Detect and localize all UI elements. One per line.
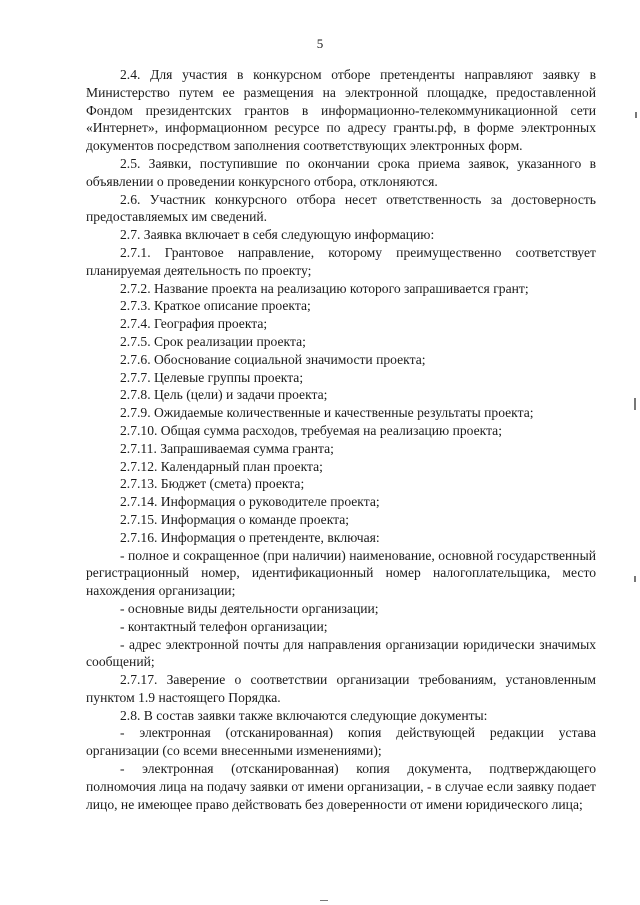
list-item: 2.7.4. География проекта; — [120, 316, 268, 332]
scan-mark — [320, 900, 328, 901]
document-body — [86, 66, 596, 813]
bullet-item: - адрес электронной почты для направления организации юридически значимых сообщений; — [86, 636, 596, 670]
list-item: 2.7.10. Общая сумма расходов, требуемая на реализацию проекта; — [120, 422, 502, 438]
list-item: 2.7.3. Краткое описание проекта; — [120, 298, 311, 314]
list-item: 2.7.2. Название проекта на реализацию которого запрашивается грант; — [120, 280, 529, 296]
list-item: 2.7.5. Срок реализации проекта; — [120, 333, 306, 349]
paragraph-2-8: 2.8. В состав заявки также включаются следующие документы: — [120, 707, 488, 723]
bullet-item: - полное и сокращенное (при наличии) наименование, основной государственный регистрационный номер, идентификационный номер налогоплательщика, место нахождения организации; — [86, 547, 596, 599]
list-item: 2.7.13. Бюджет (смета) проекта; — [120, 476, 305, 492]
list-item: 2.7.15. Информация о команде проекта; — [120, 511, 350, 527]
page-number: 5 — [316, 36, 324, 51]
paragraph-2-4: 2.4. Для участия в конкурсном отборе претенденты направляют заявку в Министерство путем ее размещения на электронной площадке, предоставленной Фондом президентских грантов в информационно-телекоммуникационной сети «Интернет», информационном ресурсе по адресу гранты.рф, в форме электронных документов посредством заполнения соответствующих электронных форм. — [86, 67, 596, 154]
paragraph-2-5: 2.5. Заявки, поступившие по окончании срока приема заявок, указанного в объявлении о проведении конкурсного отбора, отклоняются. — [86, 155, 596, 189]
scan-mark — [634, 398, 636, 410]
list-item: 2.7.7. Целевые группы проекта; — [120, 369, 304, 385]
paragraph-2-6: 2.6. Участник конкурсного отбора несет ответственность за достоверность предоставляемых им сведений. — [86, 191, 596, 225]
list-item: 2.7.12. Календарный план проекта; — [120, 458, 323, 474]
bullet-item: - основные виды деятельности организации; — [120, 600, 379, 616]
list-item: 2.7.14. Информация о руководителе проекта; — [120, 494, 380, 510]
scan-mark — [635, 112, 637, 118]
bullet-item: - контактный телефон организации; — [120, 618, 328, 634]
scan-mark — [634, 576, 636, 582]
paragraph-2-7-1: 2.7.1. Грантовое направление, которому преимущественно соответствует планируемая деятельность по проекту; — [86, 244, 596, 278]
list-item: 2.7.6. Обоснование социальной значимости проекта; — [120, 351, 426, 367]
list-item: 2.7.11. Запрашиваемая сумма гранта; — [120, 440, 334, 456]
paragraph-2-7-17: 2.7.17. Заверение о соответствии организации требованиям, установленным пунктом 1.9 настоящего Порядка. — [86, 672, 596, 705]
paragraph-2-7: 2.7. Заявка включает в себя следующую информацию: — [120, 227, 435, 243]
list-item: 2.7.9. Ожидаемые количественные и качественные результаты проекта; — [120, 405, 534, 421]
list-item: 2.7.16. Информация о претенденте, включая: — [120, 529, 380, 545]
bullet-item: - электронная (отсканированная) копия действующей редакции устава организации (со всеми внесенными изменениями); — [86, 725, 596, 759]
list-item: 2.7.8. Цель (цели) и задачи проекта; — [120, 387, 328, 403]
bullet-item: - электронная (отсканированная) копия документа, подтверждающего полномочия лица на подачу заявки от имени организации, - в случае если заявку подает лицо, не имеющее право действовать без доверенности от имени юридического лица; — [86, 761, 596, 812]
